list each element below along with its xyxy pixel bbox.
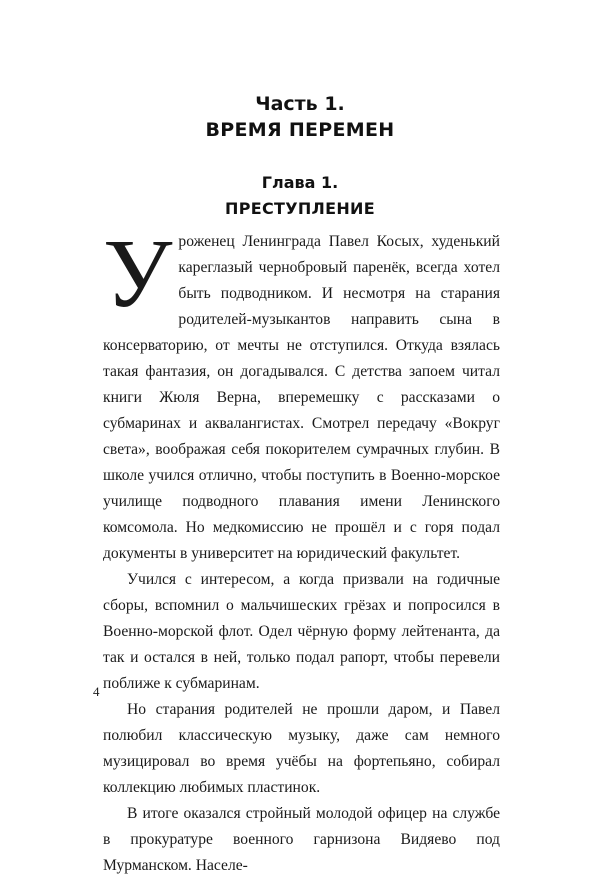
paragraph-1-text: роженец Ленинграда Павел Косых, худенький кареглазый чернобровый паренёк, всегда хотел быть подводником. И несмотря на старания родителей-музыкантов направить сына в консерваторию, от мечты не отступился. Откуда взялась такая фантазия, он догадывался. С детства запоем читал книги Жюля Верна, вперемешку с рассказами о субмаринах и аквалангистах. Смотрел передачу «Вокруг света», воображая себя покорителем сумрачных глубин. В школе учился отлично, чтобы поступить в Военно-морское училище подводного плавания имени Ленинского комсомола. Но медкомиссию не прошёл и с горя подал документы в университет на юридический факультет.	[103, 233, 500, 562]
body-text	[103, 220, 500, 879]
drop-cap: У	[103, 220, 173, 328]
paragraph-2: Учился с интересом, а когда призвали на годичные сборы, вспомнил о мальчишеских грёзах и попросился в Военно-морской флот. Одел чёрную форму лейтенанта, да так и остался в ней, только подал рапорт, чтобы перевели поближе к субмаринам.	[103, 571, 500, 692]
paragraph-3: Но старания родителей не прошли даром, и Павел полюбил классическую музыку, даже сам немного музицировал во время учёбы на фортепьяно, собирал коллекцию любимых пластинок.	[103, 701, 500, 796]
paragraph-1	[103, 220, 500, 567]
page-number: 4	[93, 684, 100, 699]
chapter-number: Глава 1.	[261, 173, 339, 192]
part-number: Часть 1.	[255, 93, 345, 115]
chapter-title: ПРЕСТУПЛЕНИЕ	[225, 199, 375, 218]
part-title: ВРЕМЯ ПЕРЕМЕН	[205, 119, 395, 141]
paragraph-4: В итоге оказался стройный молодой офицер на службе в прокуратуре военного гарнизона Видяево под Мурманском. Населе-	[103, 805, 500, 874]
